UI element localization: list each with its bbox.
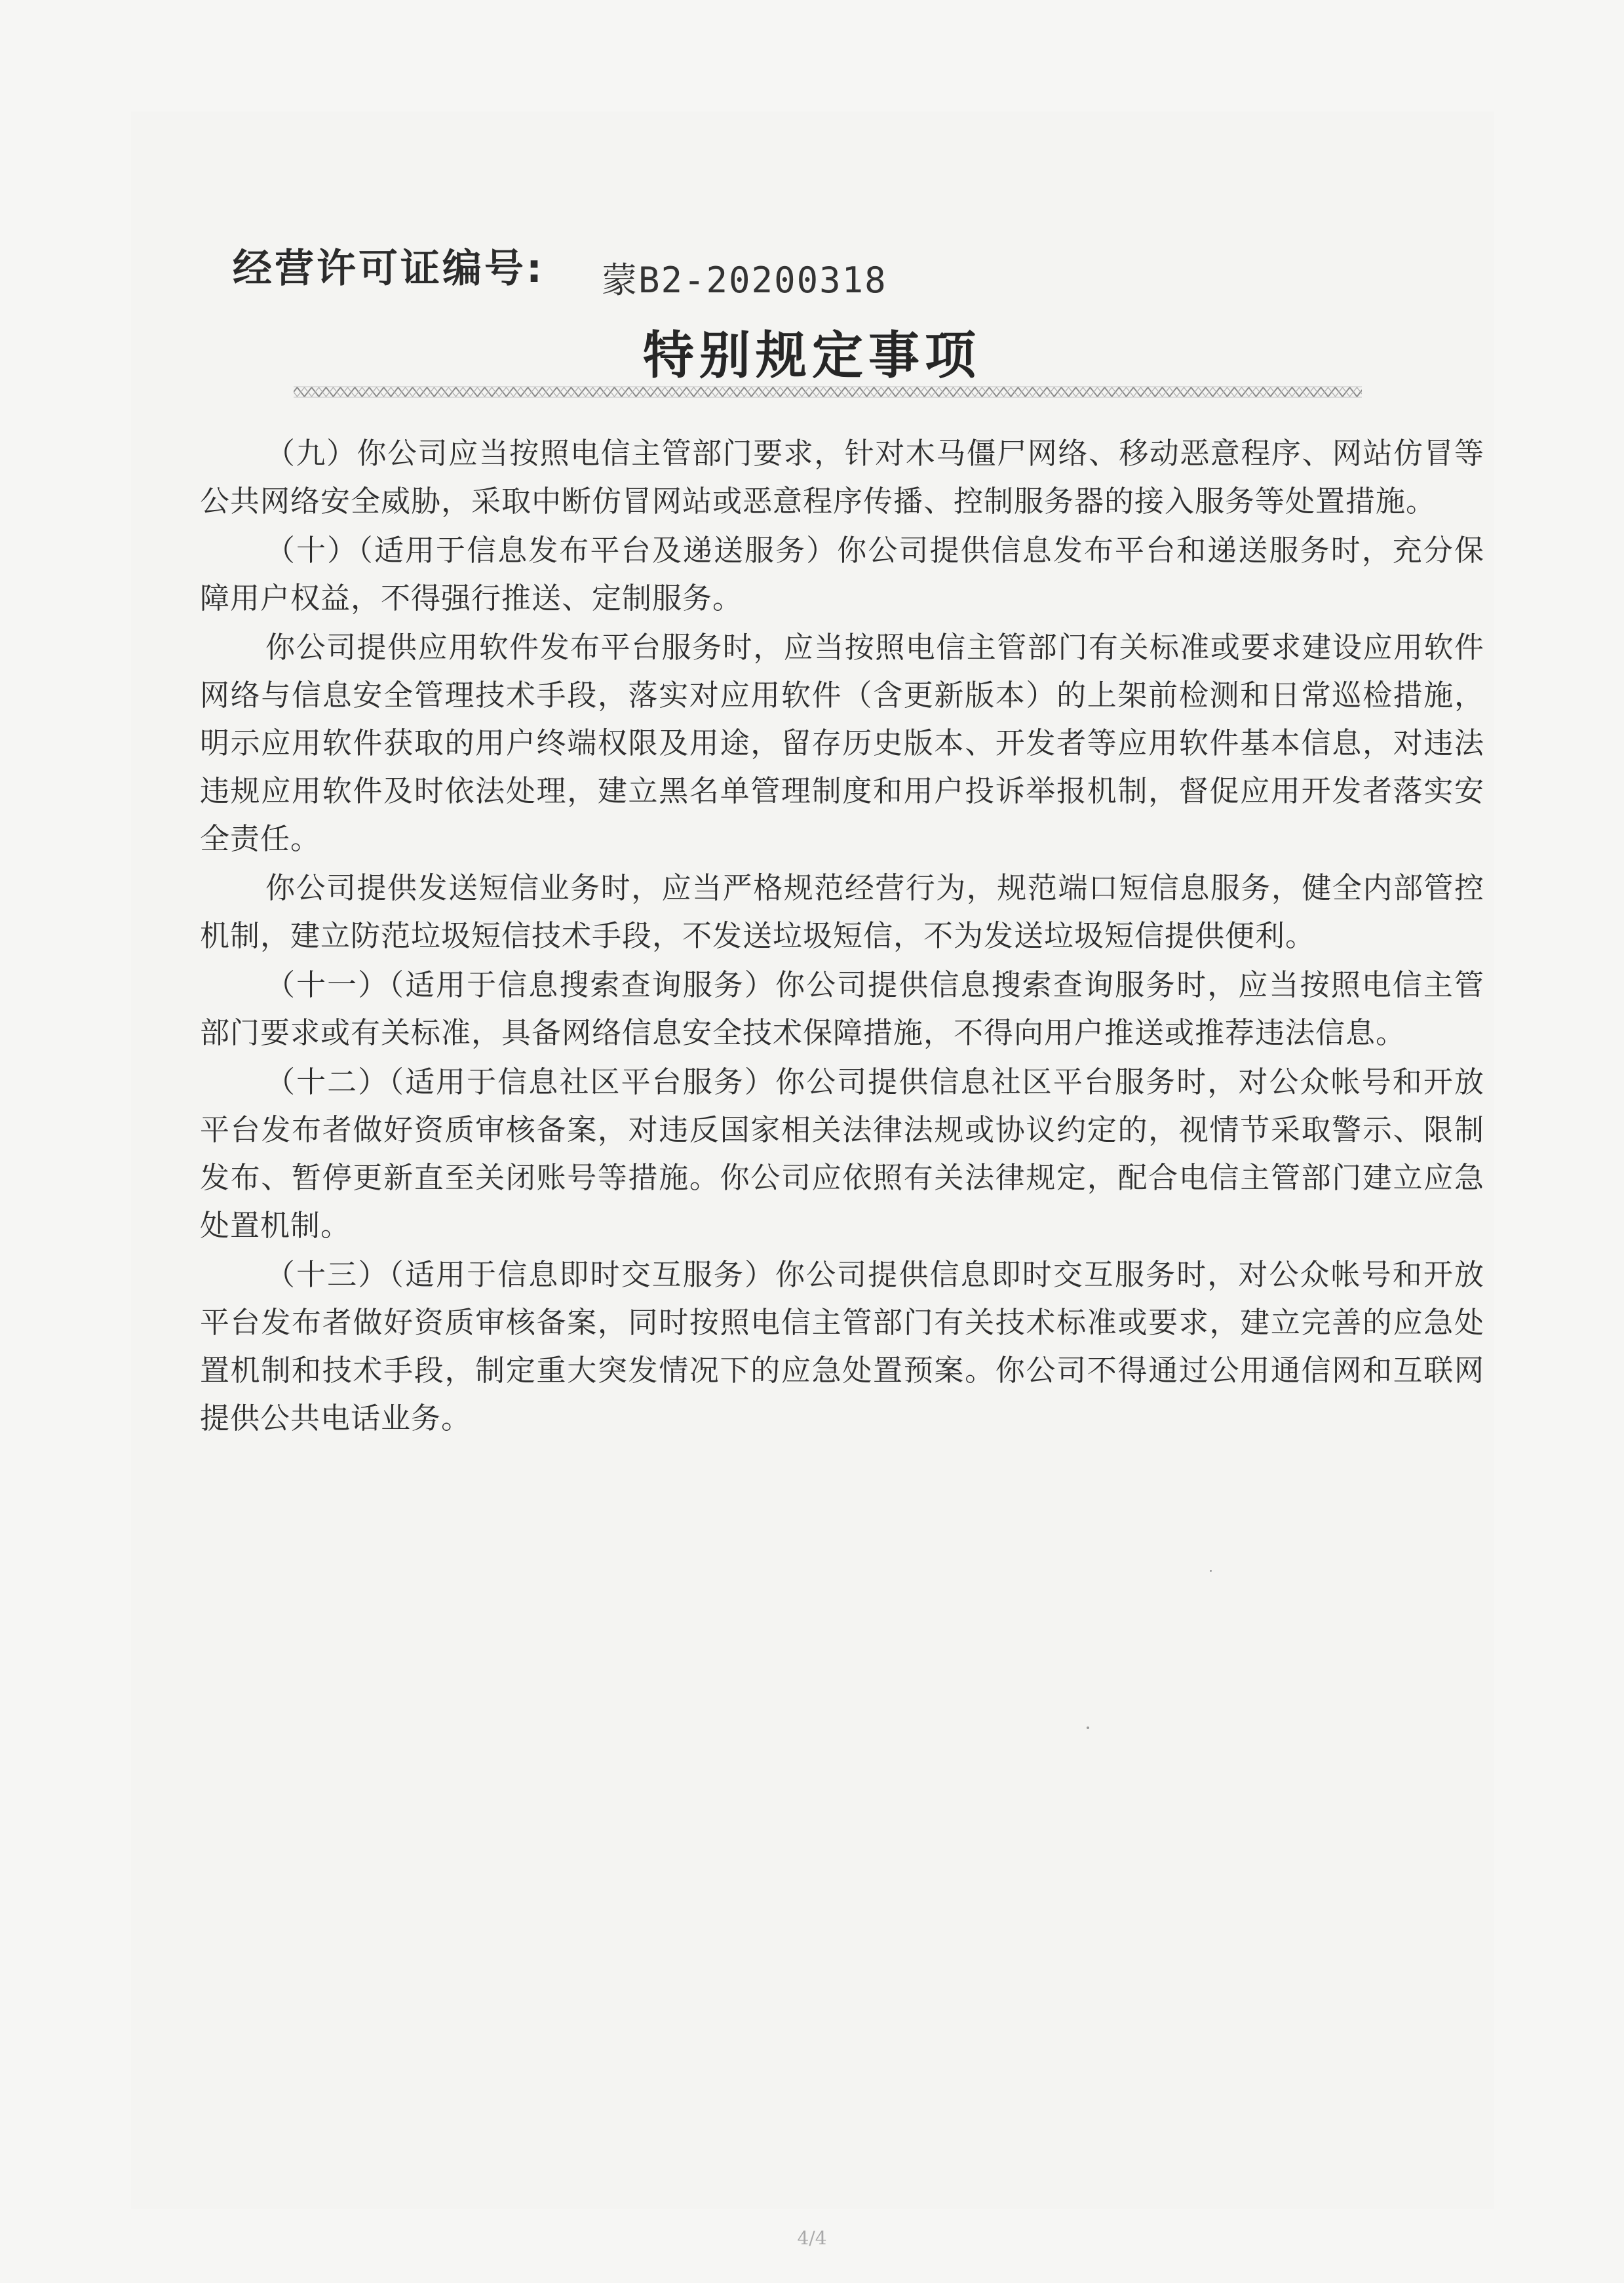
scan-speck (1210, 1570, 1212, 1572)
paragraph-item-11: （十一）（适用于信息搜索查询服务）你公司提供信息搜索查询服务时，应当按照电信主管部门要求或有关标准，具备网络信息安全技术保障措施，不得向用户推送或推荐违法信息。 (200, 967, 1484, 1050)
document-title: 特别规定事项 (642, 326, 981, 385)
paragraph-sms: 你公司提供发送短信业务时，应当严格规范经营行为，规范端口短信息服务，健全内部管控机制，建立防范垃圾短信技术手段，不发送垃圾短信，不为发送垃圾短信提供便利。 (200, 870, 1484, 953)
decorative-title-border (294, 385, 1362, 399)
paragraph-item-12: （十二）（适用于信息社区平台服务）你公司提供信息社区平台服务时，对公众帐号和开放平台发布者做好资质审核备案，对违反国家相关法律法规或协议约定的，视情节采取警示、限制发布、暂停更新直至关闭账号等措施。你公司应依照有关法律规定，配合电信主管部门建立应急处置机制。 (200, 1064, 1484, 1243)
special-provisions-body (200, 429, 1484, 1443)
scan-speck (1087, 1727, 1089, 1729)
paragraph-item-13: （十三）（适用于信息即时交互服务）你公司提供信息即时交互服务时，对公众帐号和开放平台发布者做好资质审核备案，同时按照电信主管部门有关技术标准或要求，建立完善的应急处置机制和技术手段，制定重大突发情况下的应急处置预案。你公司不得通过公用通信网和互联网提供公共电话业务。 (200, 1257, 1484, 1435)
page-number: 4/4 (797, 2227, 827, 2249)
paragraph-app-platform: 你公司提供应用软件发布平台服务时，应当按照电信主管部门有关标准或要求建设应用软件网络与信息安全管理技术手段，落实对应用软件（含更新版本）的上架前检测和日常巡检措施，明示应用软件获取的用户终端权限及用途，留存历史版本、开发者等应用软件基本信息，对违法违规应用软件及时依法处理，建立黑名单管理制度和用户投诉举报机制，督促应用开发者落实安全责任。 (200, 630, 1484, 856)
paragraph-item-9: （九）你公司应当按照电信主管部门要求，针对木马僵尸网络、移动恶意程序、网站仿冒等公共网络安全威胁，采取中断仿冒网站或恶意程序传播、控制服务器的接入服务等处置措施。 (200, 436, 1484, 518)
paragraph-item-10: （十）（适用于信息发布平台及递送服务）你公司提供信息发布平台和递送服务时，充分保障用户权益，不得强行推送、定制服务。 (200, 533, 1484, 615)
license-number-value: 蒙B2-20200318 (602, 260, 887, 301)
license-number-label: 经营许可证编号: (233, 246, 545, 292)
